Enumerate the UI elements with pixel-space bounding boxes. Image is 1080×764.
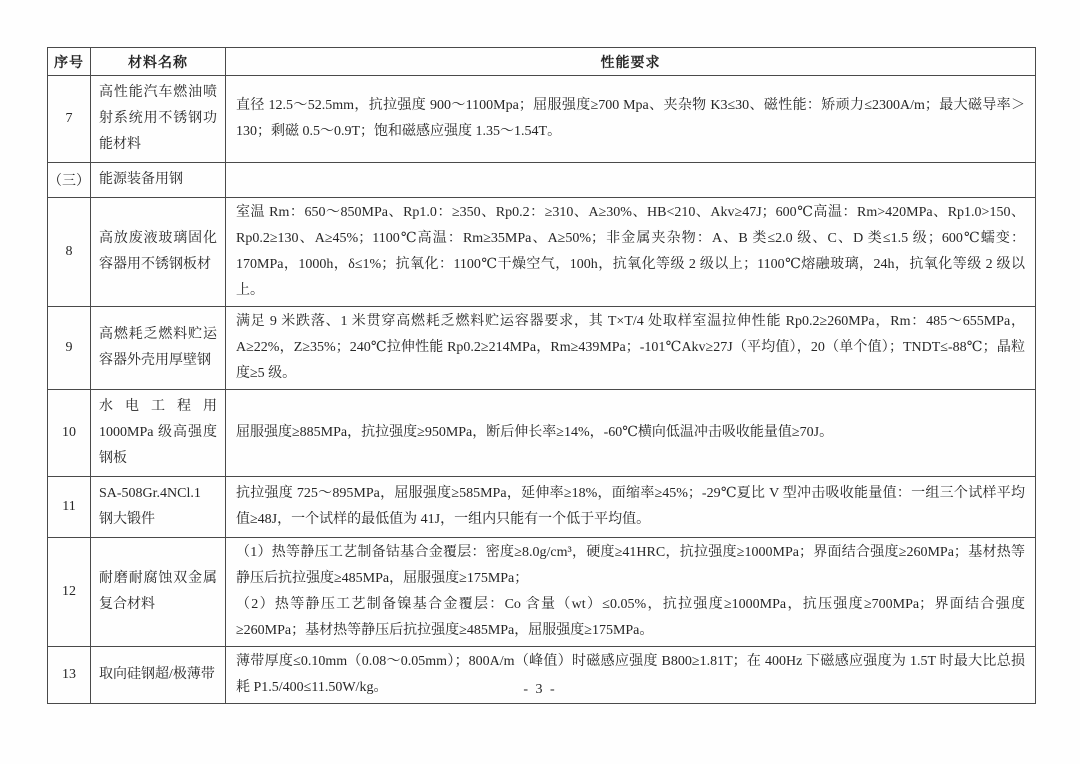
requirements-cell: 薄带厚度≤0.10mm（0.08～0.05mm）；800A/m（峰值）时磁感应强度 B800≥1.81T；在 400Hz 下磁感应强度为 1.5T 时最大比总损耗 P1.5/400≤11.50W/kg。 bbox=[226, 647, 1036, 704]
row-no-cell: 8 bbox=[48, 198, 91, 307]
table-row-12 bbox=[48, 538, 1036, 647]
table-row-7 bbox=[48, 76, 1036, 163]
row-no-cell: 11 bbox=[48, 477, 91, 538]
material-name-cell: 高燃耗乏燃料贮运容器外壳用厚壁钢 bbox=[91, 307, 226, 390]
row-no-cell: 7 bbox=[48, 76, 91, 163]
requirements-cell bbox=[226, 538, 1036, 647]
table-row-11 bbox=[48, 477, 1036, 538]
header-no: 序号 bbox=[48, 48, 91, 76]
table-row-10 bbox=[48, 390, 1036, 477]
requirement-paragraph-1: （1）热等静压工艺制备钴基合金覆层：密度≥8.0g/cm³，硬度≥41HRC，抗拉强度≥1000MPa；界面结合强度≥260MPa；基材热等静压后抗拉强度≥485MPa，屈服强度≥175MPa； bbox=[236, 545, 1025, 586]
material-name-cell: 取向硅钢超/极薄带 bbox=[91, 647, 226, 704]
row-no-cell: （三） bbox=[48, 163, 91, 198]
row-no-cell: 10 bbox=[48, 390, 91, 477]
table-row-8 bbox=[48, 198, 1036, 307]
page-number: - 3 - bbox=[523, 682, 557, 697]
requirements-cell: 抗拉强度 725～895MPa，屈服强度≥585MPa，延伸率≥18%，面缩率≥45%；-29℃夏比 V 型冲击吸收能量值：一组三个试样平均值≥48J，一个试样的最低值为 41J，一组内只能有一个低于平均值。 bbox=[226, 477, 1036, 538]
material-name-cell: 高放废液玻璃固化容器用不锈钢板材 bbox=[91, 198, 226, 307]
requirements-cell: 室温 Rm：650～850MPa、Rp1.0：≥350、Rp0.2：≥310、A≥30%、HB<210、Akv≥47J；600℃高温：Rm>420MPa、Rp1.0>150、Rp0.2≥130、A≥45%；1100℃高温：Rm≥35MPa、A≥50%；非金属夹杂物：A、B 类≤2.0 级、C、D 类≤1.5 级；600℃蠕变：170MPa，1000h，δ≤1%；抗氧化：1100℃干燥空气，100h，抗氧化等级 2 级以上；1100℃熔融玻璃，24h，抗氧化等级 2 级以上。 bbox=[226, 198, 1036, 307]
material-name-cell: 耐磨耐腐蚀双金属复合材料 bbox=[91, 538, 226, 647]
row-no-cell: 13 bbox=[48, 647, 91, 704]
header-requirements: 性能要求 bbox=[226, 48, 1036, 76]
header-row bbox=[48, 48, 1036, 76]
table-row-section-3 bbox=[48, 163, 1036, 198]
table-row-9 bbox=[48, 307, 1036, 390]
material-name-cell: 能源装备用钢 bbox=[91, 163, 226, 198]
requirements-cell: 直径 12.5～52.5mm，抗拉强度 900～1100Mpa；屈服强度≥700 Mpa、夹杂物 K3≤30、磁性能：矫顽力≤2300A/m；最大磁导率＞130；剩磁 0.5～0.9T；饱和磁感应强度 1.35～1.54T。 bbox=[226, 76, 1036, 163]
row-no-cell: 9 bbox=[48, 307, 91, 390]
row-no-cell: 12 bbox=[48, 538, 91, 647]
material-name-cell: 水电工程用 1000MPa 级高强度钢板 bbox=[91, 390, 226, 477]
material-name-cell: 高性能汽车燃油喷射系统用不锈钢功能材料 bbox=[91, 76, 226, 163]
material-name-cell: SA-508Gr.4NCl.1 钢大锻件 bbox=[91, 477, 226, 538]
header-material-name: 材料名称 bbox=[91, 48, 226, 76]
requirement-paragraph-2: （2）热等静压工艺制备镍基合金覆层：Co 含量（wt）≤0.05%，抗拉强度≥1000MPa，抗压强度≥700MPa；界面结合强度≥260MPa；基材热等静压后抗拉强度≥485MPa，屈服强度≥175MPa。 bbox=[236, 597, 1025, 638]
materials-table bbox=[47, 47, 1036, 704]
requirements-cell: 屈服强度≥885MPa，抗拉强度≥950MPa，断后伸长率≥14%，-60℃横向低温冲击吸收能量值≥70J。 bbox=[226, 390, 1036, 477]
requirements-cell bbox=[226, 163, 1036, 198]
requirements-cell: 满足 9 米跌落、1 米贯穿高燃耗乏燃料贮运容器要求，其 T×T/4 处取样室温拉伸性能 Rp0.2≥260MPa，Rm：485～655MPa，A≥22%，Z≥35%；240℃拉伸性能 Rp0.2≥214MPa，Rm≥439MPa；-101℃Akv≥27J（平均值），20（单个值）；TNDT≤-88℃；晶粒度≥5 级。 bbox=[226, 307, 1036, 390]
